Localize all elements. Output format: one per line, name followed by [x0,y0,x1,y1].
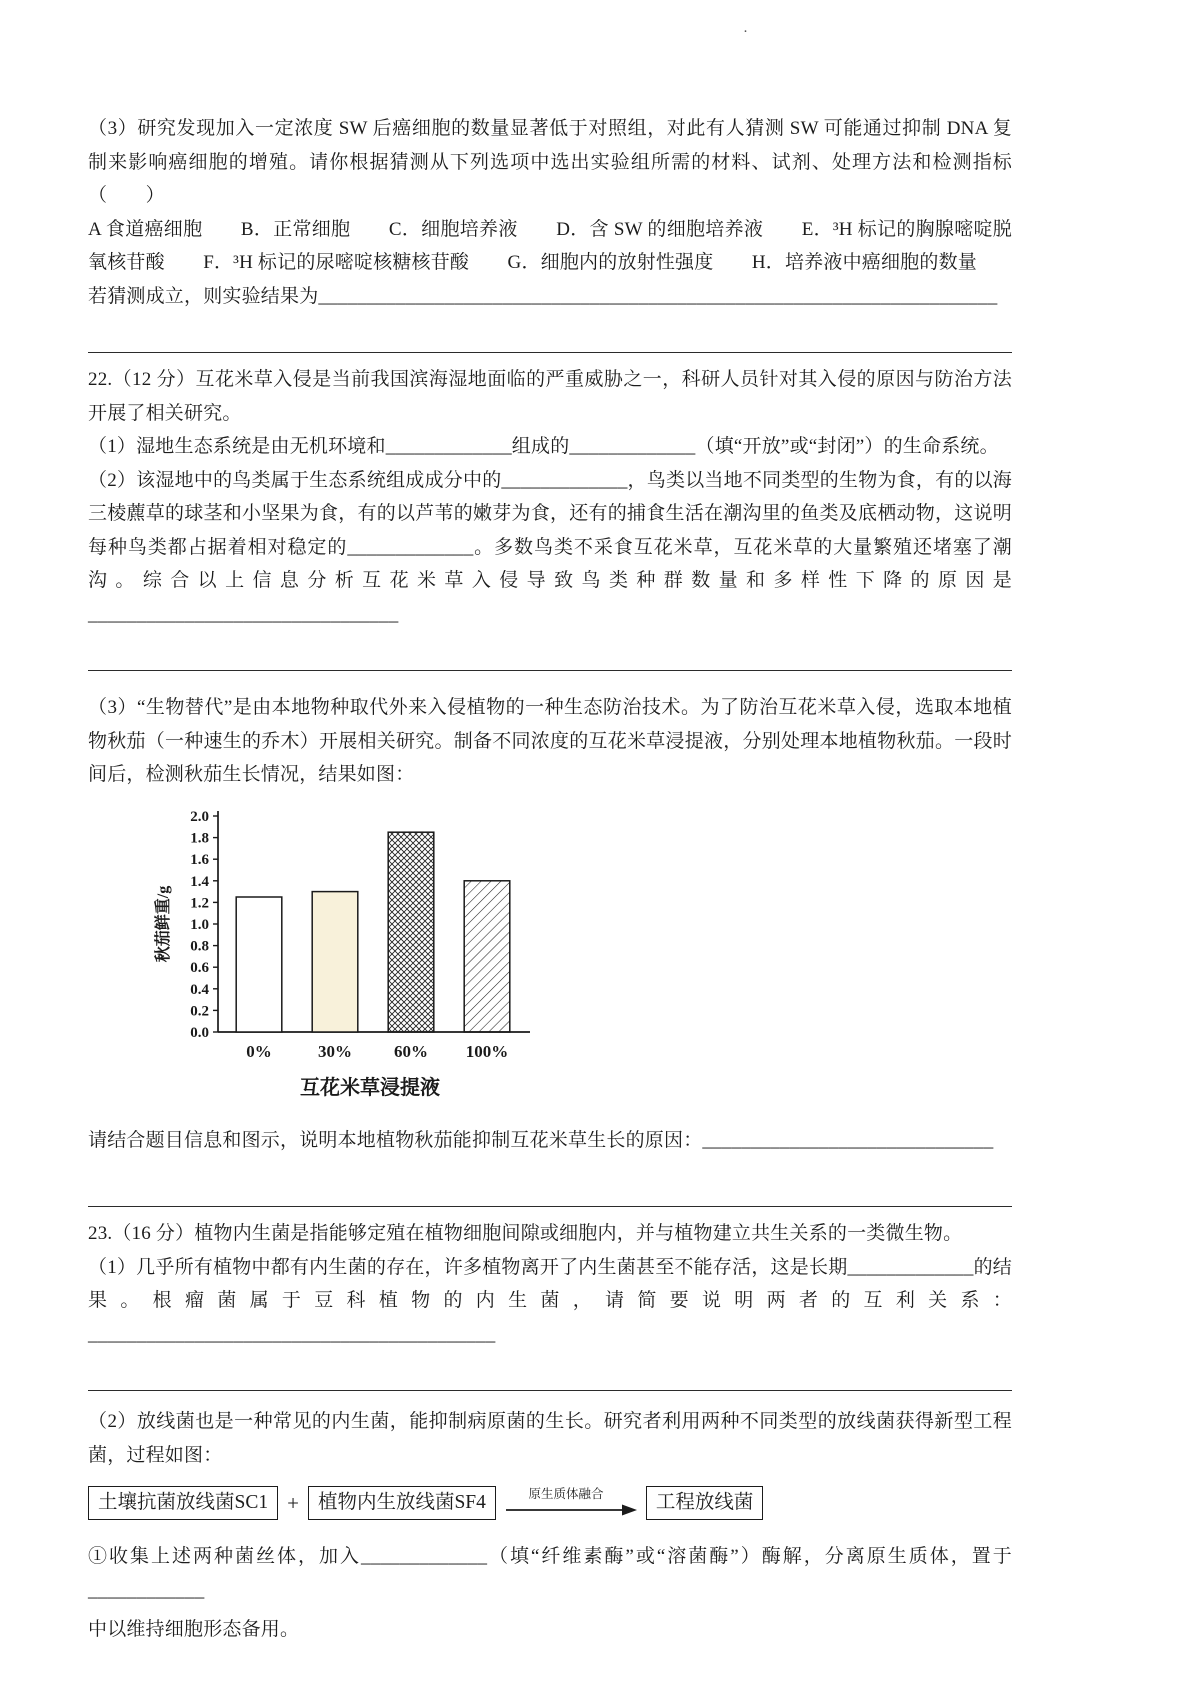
svg-text:0.0: 0.0 [190,1024,209,1041]
q23-step1-cont: 中以维持细胞形态备用。 [88,1619,300,1640]
answer-line [88,1367,1012,1391]
svg-text:100%: 100% [465,1041,509,1061]
svg-text:秋茄鲜重/g: 秋茄鲜重/g [155,885,172,962]
q22-item3: （3）“生物替代”是由本地物种取代外来入侵植物的一种生态防治技术。为了防治互花米草入侵，选取本地植物秋茄（一种速生的乔木）开展相关研究。制备不同浓度的互花米草浸提液，分别处理本地植物秋茄。一段时间后，检测秋茄生长情况，结果如图： [88,697,1012,785]
q23-item1: （1）几乎所有植物中都有内生菌的存在，许多植物离开了内生菌甚至不能存活，这是长期_____________的结果。根瘤菌属于豆科植物的内生菌，请简要说明两者的互利关系：__________________________________________ [88,1256,1012,1345]
plus-sign: + [287,1490,299,1515]
fusion-diagram [88,1484,1012,1522]
engineered-strain-box: 工程放线菌 [646,1486,764,1520]
svg-text:0.6: 0.6 [190,959,209,976]
growth-chart [152,804,1012,1120]
q21-result-line: 若猜测成立，则实验结果为______________________________________________________________________ [88,285,998,307]
svg-text:1.0: 1.0 [190,916,209,933]
q22-intro: 22.（12 分）互花米草入侵是当前我国滨海湿地面临的严重威胁之一，科研人员针对其入侵的原因与防治方法开展了相关研究。 [88,369,1012,424]
q22-item2: （2）该湿地中的鸟类属于生态系统组成成分中的_____________，鸟类以当地不同类型的生物为食，有的以海三棱藨草的球茎和小坚果为食，有的以芦苇的嫩芽为食，还有的捕食生活在潮沟里的鱼类及底栖动物，这说明每种鸟类都占据着相对稳定的_____________。多数鸟类不采食互花米草，互花米草的大量繁殖还堵塞了潮沟。综合以上信息分析互花米草入侵导致鸟类种群数量和多样性下降的原因是________________________________ [88,469,1012,625]
q22-chart-caption: 请结合题目信息和图示，说明本地植物秋茄能抑制互花米草生长的原因：______________________________ [88,1129,994,1151]
svg-text:0.2: 0.2 [190,1002,209,1019]
strain-box-sf4: 植物内生放线菌SF4 [308,1486,496,1520]
svg-text:1.8: 1.8 [190,830,209,847]
svg-text:互花米草浸提液: 互花米草浸提液 [300,1076,440,1099]
svg-text:1.6: 1.6 [190,851,209,868]
bar-chart-svg [152,804,552,1120]
q23-item2: （2）放线菌也是一种常见的内生菌，能抑制病原菌的生长。研究者利用两种不同类型的放线菌获得新型工程菌，过程如图： [88,1411,1012,1466]
svg-text:0.8: 0.8 [190,938,209,955]
answer-line [88,1183,1012,1207]
q21-options: A 食道癌细胞 B．正常细胞 C．细胞培养液 D．含 SW 的细胞培养液 E．³H 标记的胸腺嘧啶脱氧核苷酸 F．³H 标记的尿嘧啶核糖核苷酸 G．细胞内的放射性强度 H．培养液中癌细胞的数量 [88,218,1012,273]
svg-text:1.2: 1.2 [190,894,209,911]
svg-text:2.0: 2.0 [190,808,209,825]
svg-text:0%: 0% [246,1041,272,1061]
answer-line [88,647,1012,671]
fusion-arrow-label: 原生质体融合 [528,1487,604,1501]
q23-intro: 23.（16 分）植物内生菌是指能够定殖在植物细胞间隙或细胞内，并与植物建立共生关系的一类微生物。 [88,1223,963,1244]
fusion-arrow [504,1484,638,1522]
q21-part3-text: （3）研究发现加入一定浓度 SW 后癌细胞的数量显著低于对照组，对此有人猜测 SW 可能通过抑制 DNA 复制来影响癌细胞的增殖。请你根据猜测从下列选项中选出实验组所需的材料、试剂、处理方法和检测指标（ ） [88,118,1012,206]
strain-box-sc1: 土壤抗菌放线菌SC1 [88,1486,278,1520]
svg-text:0.4: 0.4 [190,981,209,998]
q23-step1: ①收集上述两种菌丝体，加入_____________（填“纤维素酶”或“溶菌酶”）酶解，分离原生质体，置于____________ [88,1546,1012,1601]
svg-text:1.4: 1.4 [190,873,209,890]
answer-line [88,329,1012,353]
svg-text:30%: 30% [318,1041,352,1061]
fusion-arrow-svg [504,1484,638,1522]
scan-artifact-dot: · [743,24,748,40]
q22-item1: （1）湿地生态系统是由无机环境和_____________组成的_____________（填“开放”或“封闭”）的生命系统。 [88,436,999,457]
svg-text:60%: 60% [394,1041,428,1061]
